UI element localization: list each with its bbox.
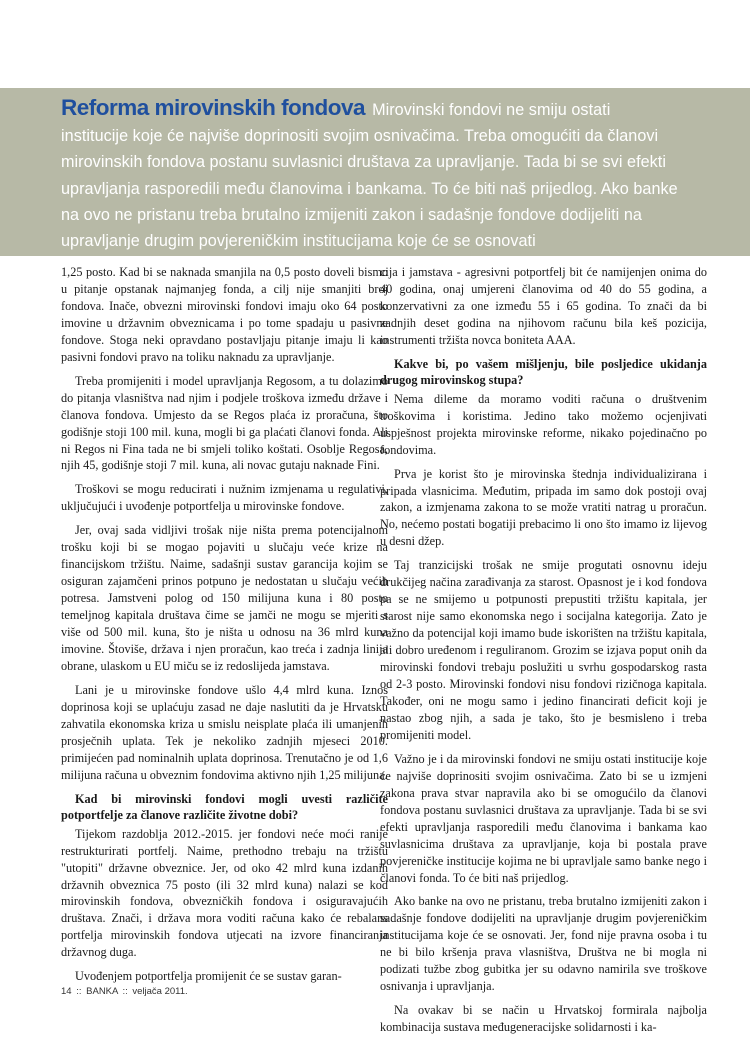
interview-question: Kad bi mirovinski fondovi mogli uvesti različite potportfelje za članove različite životne dobi? — [61, 791, 388, 822]
magazine-name: BANKA — [86, 986, 118, 997]
issue-year: 2011. — [164, 986, 188, 997]
paragraph: cija i jamstava - agresivni potportfelj bit će namijenjen onima do 40 godina, onaj umjereni članovima od 40 do 55 godina, a konzervativni za one između 55 i 65 godina. To znači da bi zadnjih deset godina na njihovom računu bila keš pozicija, instrumenti tržišta novca boniteta AAA. — [380, 265, 707, 347]
paragraph: Jer, ovaj sada vidljivi trošak nije ništa prema potencijalnom trošku koji bi se mogao pojaviti u slučaju veće krize na financijskom tržištu. Naime, sadašnji sustav garancija kojim se osiguran zajamčeni prinos potpuno je nedostatan u slučaju većih potresa. Jamstveni polog od 150 milijuna kuna i 80 posto temeljnog kapitala društava čime se jamči ne mogu se mjeriti s više od 500 mil. kuna, što je ništa u odnosu na 36 mlrd kuna imovine. Štoviše, država i njen proračun, kao treća i zadnja linija obrane, ulaskom u EU miču se iz redoslijeda jamstava. — [61, 523, 388, 673]
paragraph: 1,25 posto. Kad bi se naknada smanjila na 0,5 posto doveli bismo u pitanje opstanak najmanjeg fonda, a cilj nije smanjiti broj fondova. Inače, obvezni mirovinski fondovi imaju oko 64 posto imovine u državnim obveznicama i po tome spadaju u pasivne fondove. Stoga neki opravdano postavljaju pitanje imaju li kao pasivni fondovi pravo na toliku naknadu za upravljanje. — [61, 265, 388, 364]
paragraph: Nema dileme da moramo voditi računa o društvenim troškovima i koristima. Jedino tako možemo ocjenjivati uspješnost projekta mirovinske reforme, nikako pojedinačno po fondovima. — [380, 391, 707, 457]
paragraph: Na ovakav bi se način u Hrvatskoj formirala najbolja kombinacija sustava međugeneracijske solidarnosti i ka- — [380, 1003, 707, 1035]
paragraph: Troškovi se mogu reducirati i nužnim izmjenama u regulativi, uključujući i uvođenje potportfelja u mirovinske fondove. — [61, 482, 388, 514]
paragraph: Taj tranzicijski trošak ne smije progutati osnovnu ideju drukčijeg načina zarađivanja za starost. Opasnost je i kod fondova pa se ne smijemo u potpunosti prepustiti tržištu kapitala, jer starost nije samo ekonomska nego i socijalna kategorija. Zato je važno da potencijal koji imamo bude iskorišten na tržištu kapitala, ali dobro uređenom i reguliranom. Grozim se izjava poput onih da mirovinski fondovi trebaju poslužiti u svrhu gospodarskog rasta od 2-3 posto. Mirovinski fondovi nisu fondovi rizičnoga kapitala. Također, oni ne mogu samo i jedino financirati deficit koji je nastao zbog njih, a sada je tako, što je besmisleno i treba promijeniti model. — [380, 558, 707, 742]
left-column — [61, 264, 388, 992]
lead-text: Mirovinski fondovi ne smiju ostati institucije koje će najviše doprinositi svojim osnivačima. Treba omogućiti da članovi mirovinskih fondova postanu suvlasnici društava za upravljanje. Tada bi se svi efekti upravljanja rasporedili među članovima i bankama. To će biti naš prijedlog. Ako banke na ovo ne pristanu treba brutalno izmijeniti zakon i sadašnje fondove dodijeliti na upravljanje drugim povjereničkim institucijama koje će se osnovati — [61, 101, 678, 251]
paragraph: Lani je u mirovinske fondove ušlo 4,4 mlrd kuna. Iznos doprinosa koji se uplaćuju zasad ne daje naslutiti da je Hrvatsku zahvatila ekonomska kriza u smislu neisplate plaća ili umanjenih prosječnih uplata. Tek je nekoliko zadnjih mjeseci 2010. primijećen pad nominalnih uplata doprinosa. Trenutačno je od 1,6 milijuna računa u obveznim fondovima aktivno njih 1,25 milijuna. — [61, 682, 388, 782]
footer-separator: :: — [76, 986, 82, 997]
article-title: Reforma mirovinskih fondova — [61, 95, 366, 120]
issue-month: veljača — [132, 986, 162, 997]
paragraph: Treba promijeniti i model upravljanja Regosom, a tu dolazimo do pitanja vlasništva nad njim i podjele troškova između države i članova fondova. Umjesto da se Regos plaća iz proračuna, što godišnje stoji 100 mil. kuna, mogli bi ga plaćati članovi fonda. Ali ni Regos ni Fina tada ne bi smjeli toliko koštati. Osoblje Regosa, njih 45, godišnje stoji 7 mil. kuna, ali novac gutaju naknade Fini. — [61, 373, 388, 473]
paragraph: Važno je i da mirovinski fondovi ne smiju ostati institucije koje će najviše doprinositi svojim osnivačima. Zato bi se u izmjeni zakona prava stvar napravila ako bi se omogućilo da članovi fondova postanu suvlasnici društava za upravljanje. Tada bi se svi efekti upravljanja rasporedili među članovima i bankama kao suvlasnicima društava za upravljanje, koja bi postala prave povjereničke institucije kojima ne bi upravljale samo banke nego i članovi fonda. To će biti naš prijedlog. — [380, 751, 707, 885]
paragraph: Uvođenjem potportfelja promijenit će se sustav garan- — [75, 969, 342, 984]
page-footer — [61, 986, 188, 997]
paragraph: Prva je korist što je mirovinska štednja individualizirana i pripada vlasnicima. Međutim, pripada im samo dok postoji ovaj zakon, a izmjenama zakona to se može vratiti natrag u proračun. No, nećemo postati bogatiji prebacimo li ono što imamo iz lijevog u desni džep. — [380, 466, 707, 549]
paragraph: Ako banke na ovo ne pristanu, treba brutalno izmijeniti zakon i sadašnje fondove dodijeliti na upravljanje drugim povjereničkim institucijama koje će se osnovati. Jer, fond nije pravna osoba i tu ne bi bilo kršenja prava vlasništva, Društva ne bi mogla ni podizati tužbe zbog gubitka jer su odavno namirila sve troškove osnivanja i upravljanja. — [380, 894, 707, 994]
paragraph: Tijekom razdoblja 2012.-2015. jer fondovi neće moći ranije restrukturirati portfelj. Naime, prethodno trebaju na tržištu "utopiti" državne obveznice. Jer, od oko 42 mlrd kuna izdanih državnih obveznica 75 posto (ili 32 mlrd kuna) nalazi se kod mirovinskih fondova, obvezničkih fondova i osiguravajućih društava. Znači, i država mora voditi računa kako će rebalans portfelja mirovinskih fondova utjecati na izvore financiranja državnog duga. — [61, 826, 388, 960]
footer-separator: :: — [122, 986, 128, 997]
banner-lead — [61, 95, 681, 254]
right-column — [380, 264, 707, 1043]
page-number: 14 — [61, 986, 72, 997]
interview-question: Kakve bi, po vašem mišljenju, bile posljedice ukidanja drugog mirovinskog stupa? — [380, 356, 707, 387]
